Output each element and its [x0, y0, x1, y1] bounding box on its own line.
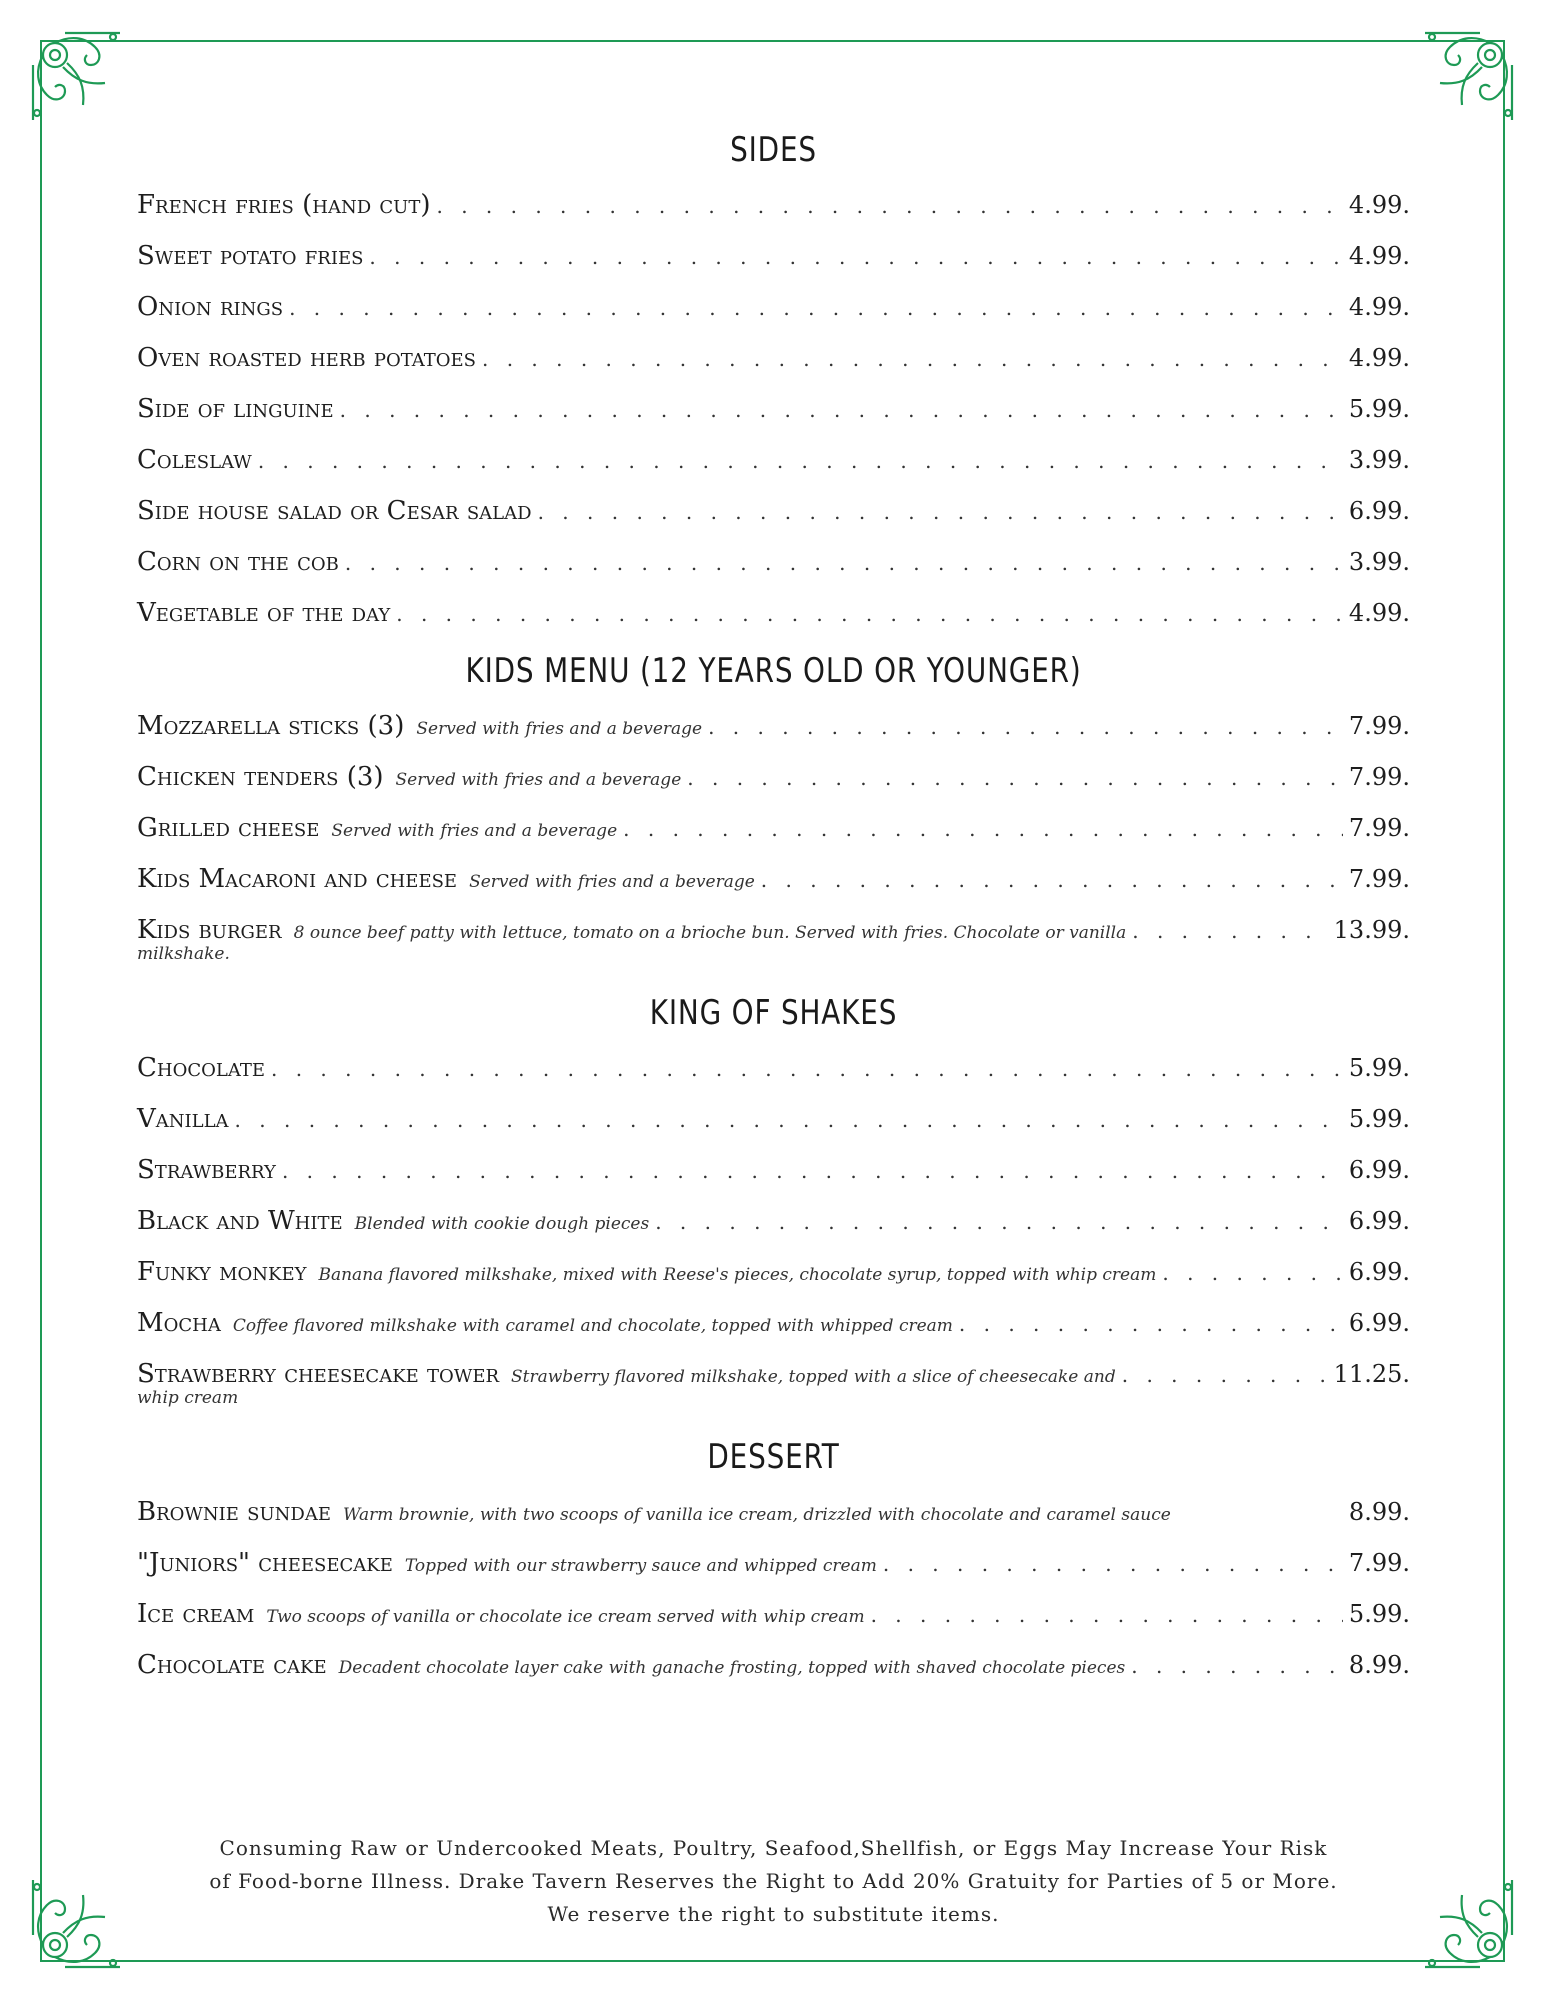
item-name: French fries (hand cut) [137, 190, 431, 220]
item-description: Banana flavored milkshake, mixed with Reese's pieces, chocolate syrup, topped with whip cream [318, 1265, 1157, 1285]
menu-item [137, 595, 1410, 646]
item-name: Chocolate [137, 1053, 265, 1083]
item-price: 4.99. [1348, 293, 1410, 321]
menu-item [137, 1545, 1410, 1596]
scroll-ornament-icon [25, 25, 125, 125]
item-description: 8 ounce beef patty with lettuce, tomato on a brioche bun. Served with fries. Chocolate or vanilla [293, 923, 1127, 943]
item-price: 6.99. [1348, 1258, 1410, 1286]
menu-item [137, 1647, 1410, 1698]
item-name: Brownie sundae [137, 1497, 332, 1527]
item-description: Served with fries and a beverage [331, 821, 618, 841]
scroll-ornament-icon [1420, 25, 1520, 125]
menu-item [137, 1356, 1410, 1424]
item-description-continued: milkshake. [137, 944, 230, 964]
item-name: Side of linguine [137, 394, 334, 424]
item-price: 4.99. [1348, 344, 1410, 372]
menu-content [137, 125, 1410, 1698]
menu-item [137, 289, 1410, 340]
item-price: 6.99. [1348, 497, 1410, 525]
item-price: 3.99. [1348, 548, 1410, 576]
item-price: 7.99. [1348, 865, 1410, 893]
menu-item [137, 442, 1410, 493]
menu-item [137, 759, 1410, 810]
item-price: 11.25. [1333, 1360, 1410, 1388]
item-price: 7.99. [1348, 763, 1410, 791]
item-price: 6.99. [1348, 1156, 1410, 1184]
menu-item [137, 238, 1410, 289]
menu-item [137, 544, 1410, 595]
item-price: 3.99. [1348, 446, 1410, 474]
disclaimer-line: of Food-borne Illness. Drake Tavern Reserves the Right to Add 20% Gratuity for Parties of 5 or More. [209, 1869, 1338, 1893]
item-price: 4.99. [1348, 599, 1410, 627]
item-price: 7.99. [1348, 814, 1410, 842]
item-price: 8.99. [1348, 1498, 1410, 1526]
item-name: Mocha [137, 1308, 221, 1338]
menu-item [137, 1050, 1410, 1101]
menu-item [137, 340, 1410, 391]
item-description: Served with fries and a beverage [469, 872, 755, 892]
menu-item [137, 861, 1410, 912]
section-title: KING OF SHAKES [649, 993, 898, 1033]
item-name: Strawberry cheesecake tower [137, 1359, 500, 1389]
item-price: 5.99. [1348, 1105, 1410, 1133]
section-title: KIDS MENU (12 YEARS OLD OR YOUNGER) [465, 651, 1082, 691]
item-name: "Juniors" cheesecake [137, 1548, 393, 1578]
item-name: Oven roasted herb potatoes [137, 343, 476, 373]
item-name: Grilled cheese [137, 813, 320, 843]
section-dessert [137, 1432, 1410, 1698]
item-description-continued: whip cream [137, 1388, 239, 1408]
item-description: Topped with our strawberry sauce and whipped cream [404, 1556, 877, 1576]
scroll-ornament-icon [1420, 1875, 1520, 1975]
item-description: Two scoops of vanilla or chocolate ice cream served with whip cream [266, 1607, 865, 1627]
item-price: 6.99. [1348, 1207, 1410, 1235]
item-price: 5.99. [1348, 1600, 1410, 1628]
item-description: Coffee flavored milkshake with caramel and chocolate, topped with whipped cream [232, 1316, 953, 1336]
item-name: Kids burger [137, 915, 282, 945]
item-name: Coleslaw [137, 445, 252, 475]
menu-item [137, 708, 1410, 759]
item-price: 5.99. [1348, 395, 1410, 423]
item-name: Corn on the cob [137, 547, 339, 577]
item-price: 7.99. [1348, 1549, 1410, 1577]
item-price: 5.99. [1348, 1054, 1410, 1082]
menu-item [137, 1254, 1410, 1305]
menu-item [137, 1596, 1410, 1647]
menu-item [137, 187, 1410, 238]
menu-item [137, 1152, 1410, 1203]
item-name: Kids Macaroni and cheese [137, 864, 458, 894]
item-price: 7.99. [1348, 712, 1410, 740]
disclaimer-footer [137, 1832, 1410, 1931]
menu-item [137, 810, 1410, 861]
menu-item [137, 493, 1410, 544]
item-price: 6.99. [1348, 1309, 1410, 1337]
item-price: 8.99. [1348, 1651, 1410, 1679]
item-name: Ice cream [137, 1599, 255, 1629]
menu-item [137, 912, 1410, 980]
menu-item [137, 391, 1410, 442]
item-description: Served with fries and a beverage [416, 719, 703, 739]
item-description: Served with fries and a beverage [395, 770, 682, 790]
item-description: Blended with cookie dough pieces [354, 1214, 650, 1234]
item-name: Mozzarella sticks (3) [137, 711, 405, 741]
section-title: DESSERT [707, 1437, 840, 1477]
item-name: Strawberry [137, 1155, 276, 1185]
section-king-of-shakes [137, 988, 1410, 1432]
item-name: Chocolate cake [137, 1650, 327, 1680]
item-price: 4.99. [1348, 191, 1410, 219]
scroll-ornament-icon [25, 1875, 125, 1975]
item-description: Warm brownie, with two scoops of vanilla ice cream, drizzled with chocolate and caramel sauce [343, 1505, 1171, 1525]
menu-item [137, 1203, 1410, 1254]
item-name: Funky monkey [137, 1257, 307, 1287]
menu-item [137, 1101, 1410, 1152]
item-name: Side house salad or Cesar salad [137, 496, 532, 526]
item-description: Decadent chocolate layer cake with ganache frosting, topped with shaved chocolate pieces [338, 1658, 1126, 1678]
item-price: 4.99. [1348, 242, 1410, 270]
menu-item [137, 1305, 1410, 1356]
item-name: Sweet potato fries [137, 241, 364, 271]
section-title: SIDES [730, 130, 817, 170]
item-price: 13.99. [1333, 916, 1410, 944]
disclaimer-line: Consuming Raw or Undercooked Meats, Poultry, Seafood,Shellfish, or Eggs May Increase Your Risk [219, 1836, 1328, 1860]
item-name: Vanilla [137, 1104, 229, 1134]
item-name: Black and White [137, 1206, 343, 1236]
menu-item [137, 1494, 1410, 1545]
item-description: Strawberry flavored milkshake, topped with a slice of cheesecake and [511, 1367, 1116, 1387]
disclaimer-line: We reserve the right to substitute items. [547, 1902, 1000, 1926]
section-kids-menu [137, 646, 1410, 988]
section-sides [137, 125, 1410, 646]
item-name: Onion rings [137, 292, 284, 322]
item-name: Chicken tenders (3) [137, 762, 384, 792]
item-name: Vegetable of the day [137, 598, 391, 628]
